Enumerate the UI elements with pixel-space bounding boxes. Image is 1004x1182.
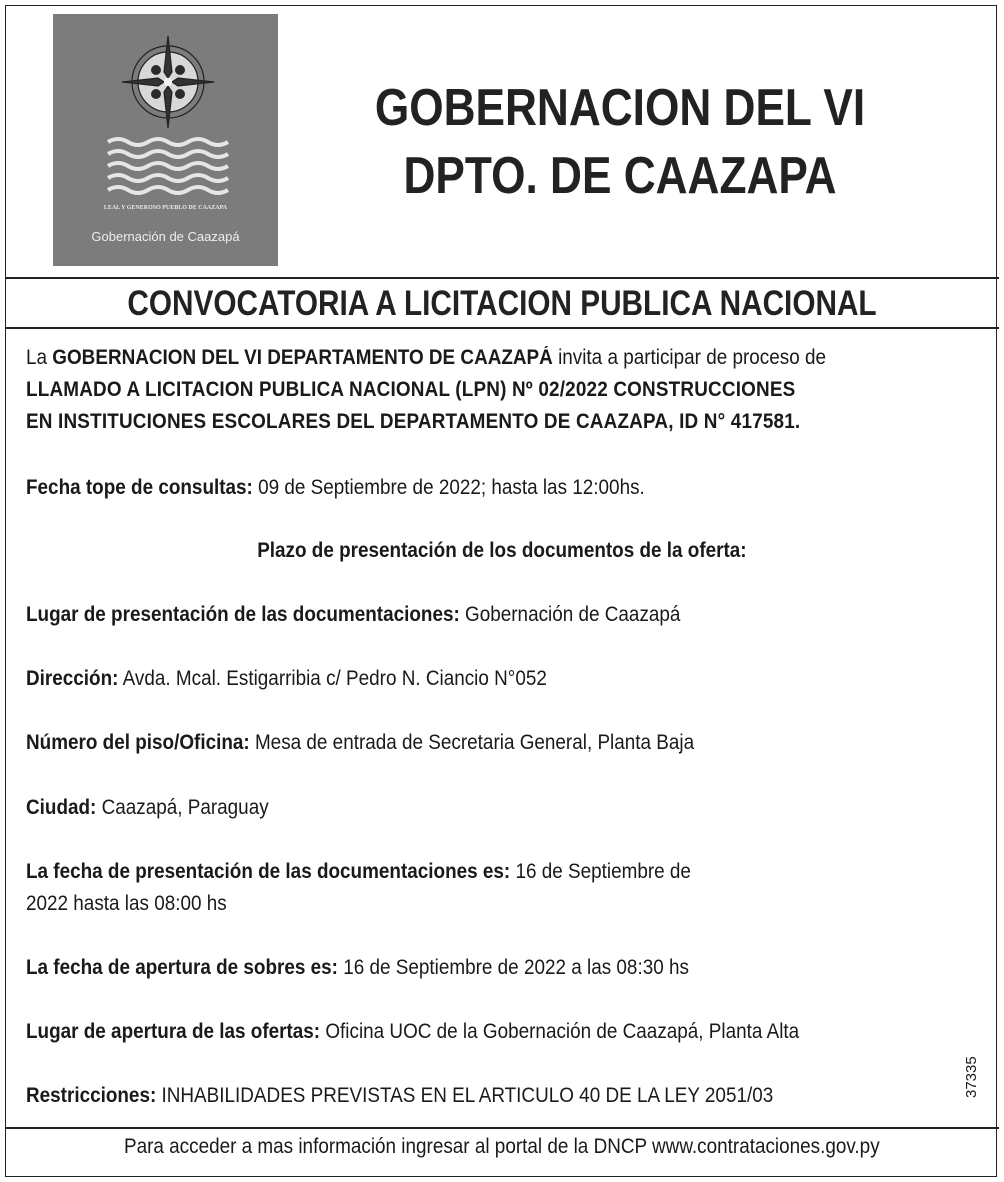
divider-footer xyxy=(5,1127,999,1129)
direccion-label: Dirección: xyxy=(26,667,119,690)
divider-title xyxy=(5,327,999,329)
footer-note xyxy=(5,1134,999,1160)
piso-row xyxy=(26,727,986,759)
intro-entity: GOBERNACION DEL VI DEPARTAMENTO DE CAAZAPÁ xyxy=(52,346,553,369)
lugar-value: Gobernación de Caazapá xyxy=(459,603,681,626)
direccion-row xyxy=(26,663,986,695)
plazo-row xyxy=(5,535,999,567)
notice-title: CONVOCATORIA A LICITACION PUBLICA NACIONAL xyxy=(127,284,877,323)
intro-instituciones: EN INSTITUCIONES ESCOLARES DEL DEPARTAMENTO DE CAAZAPA, ID N° 417581. xyxy=(26,410,801,433)
divider-top xyxy=(5,277,999,279)
piso-value: Mesa de entrada de Secretaria General, Planta Baja xyxy=(249,731,695,754)
lugar-row xyxy=(26,599,986,631)
ciudad-value: Caazapá, Paraguay xyxy=(96,796,269,819)
gobernacion-logo xyxy=(53,14,278,266)
restricciones-value: INHABILIDADES PREVISTAS EN EL ARTICULO 40 DE LA LEY 2051/03 xyxy=(156,1084,774,1107)
fecha-presentacion-label: La fecha de presentación de las documentaciones es: xyxy=(26,860,511,883)
compass-emblem-icon xyxy=(53,14,278,204)
lugar-apertura-value: Oficina UOC de la Gobernación de Caazapá, Planta Alta xyxy=(320,1020,800,1043)
footer-text: Para acceder a mas información ingresar al portal de la DNCP www.contrataciones.gov.py xyxy=(124,1135,880,1158)
lugar-apertura-row xyxy=(26,1016,986,1048)
restricciones-label: Restricciones: xyxy=(26,1084,157,1107)
header-line-1: GOBERNACION DEL VI xyxy=(374,79,866,137)
intro-line-1 xyxy=(26,342,980,374)
ad-code: 37335 xyxy=(963,1056,980,1098)
logo-name: Gobernación de Caazapá xyxy=(91,229,240,244)
intro-line-2 xyxy=(26,374,980,406)
piso-label: Número del piso/Oficina: xyxy=(26,731,250,754)
ciudad-label: Ciudad: xyxy=(26,796,97,819)
apertura-row xyxy=(26,952,986,984)
restricciones-row xyxy=(26,1080,986,1112)
ciudad-row xyxy=(26,792,986,824)
lugar-label: Lugar de presentación de las documentaciones: xyxy=(26,603,460,626)
lugar-apertura-label: Lugar de apertura de las ofertas: xyxy=(26,1020,321,1043)
fecha-presentacion-value-2: 2022 hasta las 08:00 hs xyxy=(26,892,227,915)
consultas-value: 09 de Septiembre de 2022; hasta las 12:00hs. xyxy=(252,476,645,499)
plazo-heading: Plazo de presentación de los documentos de la oferta: xyxy=(257,539,747,562)
consultas-label: Fecha tope de consultas: xyxy=(26,476,253,499)
consultas-row xyxy=(26,472,986,504)
intro-text-1: La xyxy=(26,346,53,369)
apertura-label: La fecha de apertura de sobres es: xyxy=(26,956,338,979)
header-line-2: DPTO. DE CAAZAPA xyxy=(403,147,837,205)
apertura-value: 16 de Septiembre de 2022 a las 08:30 hs xyxy=(337,956,689,979)
intro-paragraph xyxy=(26,342,986,438)
logo-tagline: LEAL Y GENEROSO PUEBLO DE CAAZAPA xyxy=(103,205,228,211)
intro-llamado: LLAMADO A LICITACION PUBLICA NACIONAL (LPN) Nº 02/2022 CONSTRUCCIONES xyxy=(26,378,796,401)
fecha-presentacion-row xyxy=(26,856,986,920)
fecha-presentacion-value-1: 16 de Septiembre de xyxy=(510,860,691,883)
intro-line-3 xyxy=(26,406,980,438)
direccion-value: Avda. Mcal. Estigarribia c/ Pedro N. Ciancio N°052 xyxy=(118,667,547,690)
intro-text-2: invita a participar de proceso de xyxy=(552,346,826,369)
